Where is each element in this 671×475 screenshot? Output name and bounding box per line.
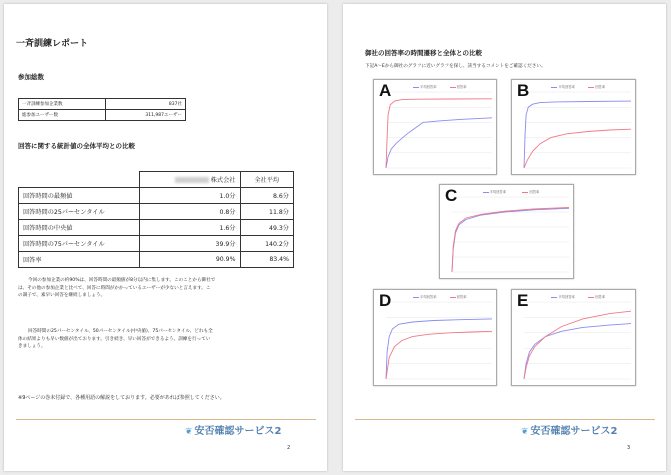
legend-item: 平均回答率 — [551, 84, 574, 89]
series-line-rate — [452, 208, 569, 273]
participants-value: 311,987ユーザー — [106, 110, 186, 121]
row-label: 回答時間の最頻値 — [19, 188, 140, 204]
row-label: 回答時間の75パーセンタイル — [19, 236, 140, 252]
legend-item: 平均回答率 — [551, 294, 574, 299]
chart-c — [439, 184, 574, 279]
paragraph-line: 今回の参加企業の約90%は、回答時間の最頻値が8分以内に集します。このことから御社で — [28, 278, 216, 283]
report-page-2 — [4, 4, 327, 471]
legend-item: 回答率 — [450, 294, 467, 299]
table-row — [19, 252, 294, 268]
series-line-rate — [524, 129, 631, 168]
chart-section-subheading: 下記A～Eから御社のグラフに近いグラフを探し、該当するコメントをご確認ください。 — [365, 64, 546, 69]
legend-item: 回答率 — [522, 189, 539, 194]
table-header-empty — [19, 172, 140, 188]
report-page-3 — [343, 4, 666, 471]
table-row — [19, 204, 294, 220]
paragraph-line: の調子で、素早い回答を継続しましょう。 — [18, 293, 106, 299]
row-average-value: 11.8分 — [240, 204, 294, 220]
stats-table — [18, 171, 294, 268]
paragraph-line: 回答時間の25パーセンタイル、50パーセンタイル(中央値)、75パーセンタイル、どれも全 — [28, 329, 213, 334]
table-header-average: 全社平均 — [240, 172, 294, 188]
service-logo: ❦ 安否確認サービス2 — [521, 426, 618, 437]
chart-letter: C — [445, 186, 458, 205]
table-row — [19, 188, 294, 204]
chart-section-heading: 御社の回答率の時間遷移と全体との比較 — [365, 49, 482, 57]
legend-item: 回答率 — [450, 84, 467, 89]
row-company-value: 1.0分 — [139, 188, 240, 204]
legend-item: 平均回答率 — [413, 294, 436, 299]
chart-letter: D — [379, 291, 392, 310]
row-label: 回答時間の中央値 — [19, 220, 140, 236]
footer-divider — [355, 419, 655, 420]
row-company-value: 90.9% — [139, 252, 240, 268]
page-number: 3 — [627, 445, 631, 451]
series-line-average — [452, 208, 569, 272]
participants-label: 総参加ユーザー数 — [19, 110, 106, 121]
participants-value: 837社 — [106, 99, 186, 110]
paragraph-line: は、その他の参加企業と比べて、回答に時間がかかっているユーザーが少ないと言えます。こ — [18, 285, 211, 291]
row-company-value: 1.6分 — [139, 220, 240, 236]
legend-item: 平均回答率 — [483, 189, 506, 194]
footer-divider — [16, 419, 316, 420]
comment-paragraph-1 — [18, 277, 318, 300]
series-line-average — [386, 319, 492, 379]
page-number: 2 — [287, 445, 291, 451]
chart-b — [511, 79, 636, 175]
paragraph-line: 体の結果よりも早い数値が出ております。引き続き、早い回答ができるよう、訓練を行ってい — [18, 336, 211, 342]
participants-table — [18, 98, 186, 121]
chart-plot — [440, 185, 573, 278]
participants-label: 一斉訓練参加企業数 — [19, 99, 106, 110]
row-company-value: 39.9分 — [139, 236, 240, 252]
chart-letter: A — [379, 81, 392, 100]
table-row — [19, 220, 294, 236]
table-row — [19, 236, 294, 252]
series-line-rate — [386, 99, 492, 168]
paragraph-line: きましょう。 — [18, 344, 46, 350]
chart-a — [373, 79, 497, 175]
service-logo: ❦ 安否確認サービス2 — [185, 426, 282, 437]
row-company-value: 0.8分 — [139, 204, 240, 220]
table-row — [19, 99, 186, 110]
chart-letter: E — [517, 291, 529, 310]
stats-heading: 回答に関する統計値の全体平均との比較 — [18, 142, 135, 150]
chart-e — [511, 289, 636, 386]
row-average-value: 8.6分 — [240, 188, 294, 204]
chart-plot — [374, 290, 496, 385]
table-header-company: 株式会社 — [139, 172, 240, 188]
chart-d — [373, 289, 497, 386]
leaf-icon: ❦ — [521, 427, 529, 437]
row-average-value: 140.2分 — [240, 236, 294, 252]
chart-plot — [374, 80, 496, 174]
leaf-icon: ❦ — [185, 427, 193, 437]
series-line-rate — [524, 311, 631, 379]
legend-item: 平均回答率 — [413, 84, 436, 89]
glossary-note: ※9ページの巻末付録で、各種用語の解説をしております。必要があれば参照してください。 — [18, 395, 225, 401]
series-line-average — [524, 101, 631, 168]
series-line-average — [386, 118, 492, 168]
chart-plot — [512, 80, 635, 174]
legend-item: 回答率 — [588, 84, 605, 89]
row-label: 回答時間の25パーセンタイル — [19, 204, 140, 220]
series-line-rate — [386, 331, 492, 379]
row-average-value: 49.3分 — [240, 220, 294, 236]
comment-paragraph-2 — [18, 328, 318, 351]
report-title: 一斉訓練レポート — [16, 39, 89, 49]
redacted-company-name — [175, 177, 209, 183]
chart-letter: B — [517, 81, 530, 100]
table-row — [19, 110, 186, 121]
row-label: 回答率 — [19, 252, 140, 268]
series-line-average — [524, 324, 631, 379]
participants-heading: 参加総数 — [18, 73, 44, 81]
legend-item: 回答率 — [588, 294, 605, 299]
row-average-value: 83.4% — [240, 252, 294, 268]
chart-plot — [512, 290, 635, 385]
table-header-row — [19, 172, 294, 188]
